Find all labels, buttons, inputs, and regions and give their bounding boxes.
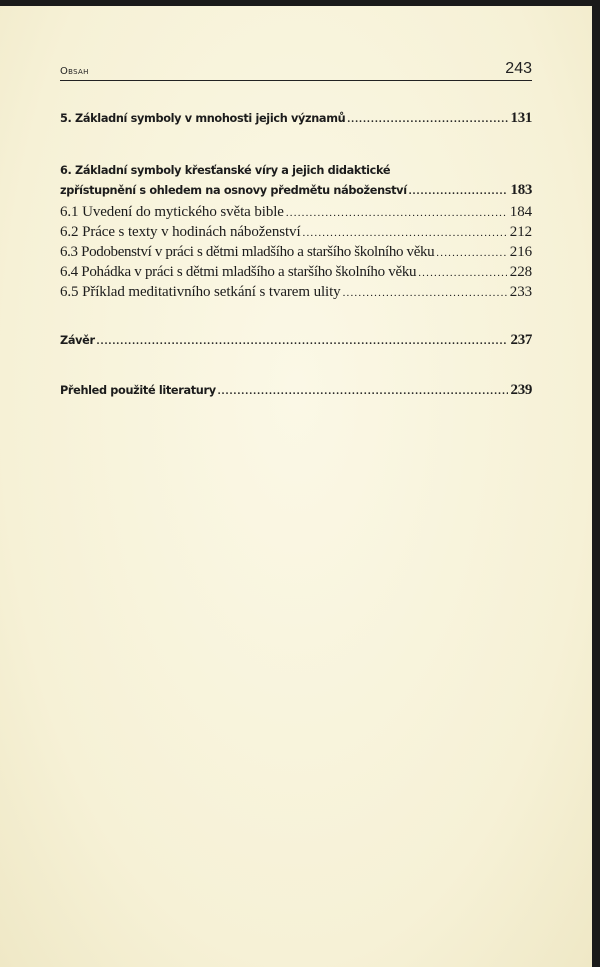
toc-entry-title: Závěr — [60, 334, 95, 347]
page-number: 243 — [505, 60, 532, 77]
section-title: Obsah — [60, 66, 89, 77]
toc-entry-title: zpřístupnění s ohledem na osnovy předmětu náboženství — [60, 184, 407, 197]
toc-entry-title: 6.4 Pohádka v práci s dětmi mladšího a staršího školního věku — [60, 264, 417, 280]
toc-subentry — [60, 244, 532, 261]
toc-entry-chapter-6-line1: 6. Základní symboly křesťanské víry a jejich didaktické — [60, 164, 391, 177]
book-page — [0, 6, 592, 967]
dot-leader — [409, 185, 508, 197]
running-header — [60, 58, 532, 81]
dot-leader — [418, 267, 507, 279]
toc-entry-zaver — [60, 332, 532, 349]
toc-entry-page: 212 — [509, 224, 532, 240]
dot-leader — [218, 385, 508, 397]
dot-leader — [303, 227, 507, 239]
toc-subentry — [60, 204, 532, 221]
dot-leader — [286, 207, 507, 219]
toc-entry-title: 5. Základní symboly v mnohosti jejich významů — [60, 112, 346, 125]
toc-entry-page: 228 — [509, 264, 532, 280]
toc-entry-chapter-6 — [60, 182, 532, 199]
toc-subentry — [60, 264, 532, 281]
toc-entry-chapter-5 — [60, 110, 532, 127]
toc-entry-page: 237 — [510, 332, 532, 348]
dot-leader — [347, 113, 507, 125]
dot-leader — [343, 287, 507, 299]
toc-subentry — [60, 284, 532, 301]
toc-entry-literatura — [60, 382, 532, 399]
toc-entry-page: 233 — [509, 284, 532, 300]
toc-entry-page: 131 — [510, 110, 532, 126]
toc-entry-title: 6.3 Podobenství v práci s dětmi mladšího a staršího školního věku — [60, 244, 435, 260]
dot-leader — [97, 335, 508, 347]
toc-entry-title: 6.1 Uvedení do mytického světa bible — [60, 204, 284, 220]
dot-leader — [436, 247, 507, 259]
toc-entry-page: 184 — [509, 204, 532, 220]
toc-entry-title: 6.2 Práce s texty v hodinách náboženství — [60, 224, 301, 240]
toc-entry-page: 239 — [510, 382, 532, 398]
toc-entry-title: 6.5 Příklad meditativního setkání s tvarem ulity — [60, 284, 341, 300]
toc-entry-title: Přehled použité literatury — [60, 384, 216, 397]
toc-entry-page: 216 — [509, 244, 532, 260]
toc-subentry — [60, 224, 532, 241]
toc-entry-page: 183 — [510, 182, 532, 198]
